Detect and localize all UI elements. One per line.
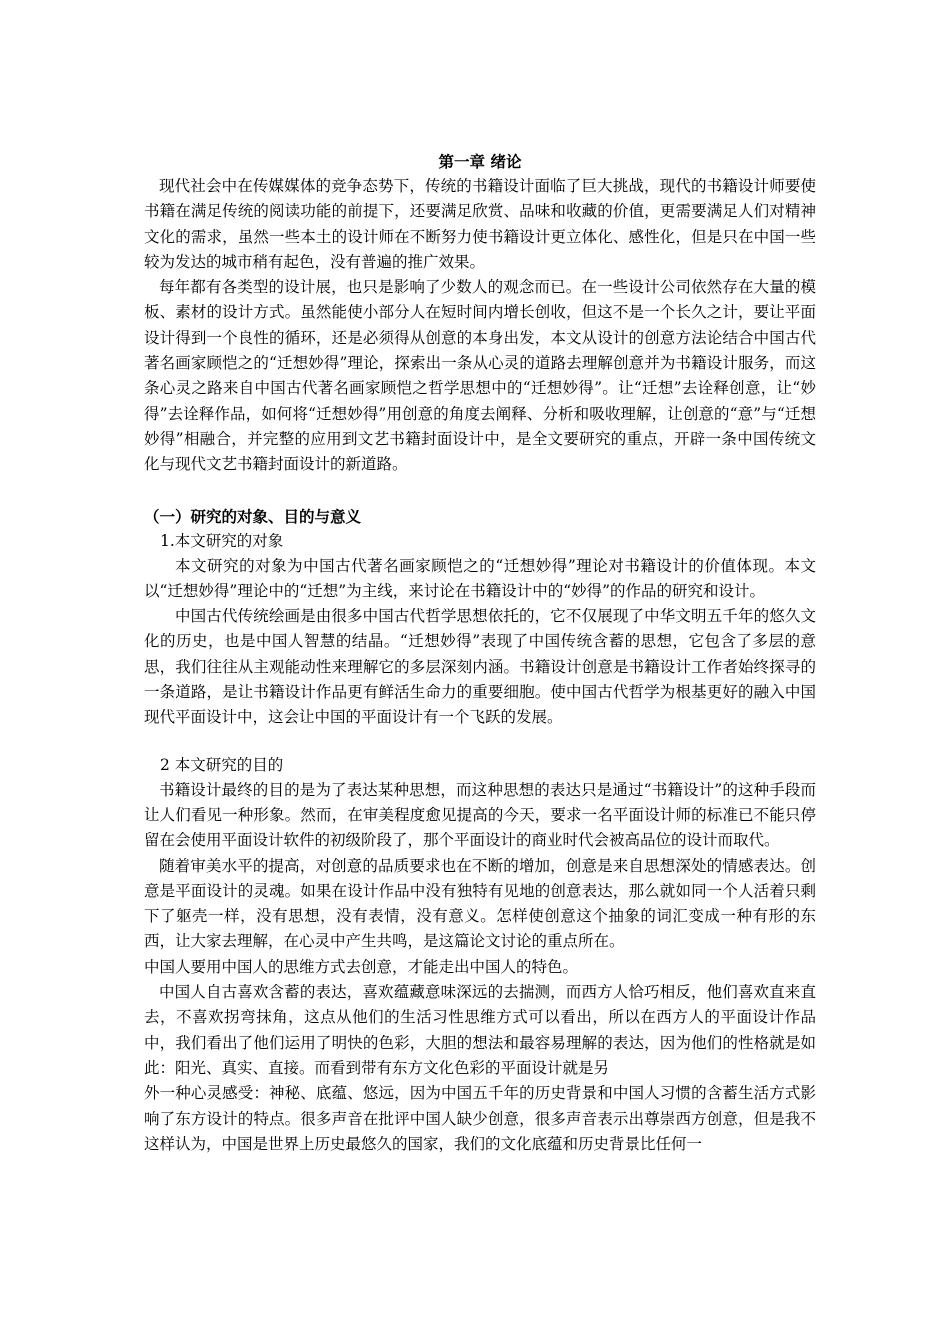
document-page: [144, 150, 816, 1157]
intro-paragraph-1: 现代社会中在传媒媒体的竞争态势下，传统的书籍设计面临了巨大挑战，现代的书籍设计师要使书籍在满足传统的阅读功能的前提下，还要满足欣赏、品味和收藏的价值，更需要满足人们对精神文化的需求，虽然一些本土的设计师在不断努力使书籍设计更立体化、感性化，但是只在中国一些较为发达的城市稍有起色，没有普遍的推广效果。: [144, 177, 816, 271]
section-heading: （一）研究的对象、目的与意义: [144, 506, 362, 526]
purpose-paragraph-3: 中国人要用中国人的思维方式去创意，才能走出中国人的特色。: [144, 957, 579, 976]
purpose-paragraph-5: 外一种心灵感受：神秘、底蕴、悠远，因为中国五千年的历史背景和中国人习惯的含蓄生活方式影响了东方设计的特点。很多声音在批评中国人缺少创意，很多声音表示出尊崇西方创意，但是我不这样认为，中国是世界上历史最悠久的国家，我们的文化底蕴和历史背景比任何一: [144, 1084, 816, 1153]
subsection-heading-purpose: 2 本文研究的目的: [160, 755, 284, 774]
object-paragraph-1: 本文研究的对象为中国古代著名画家顾恺之的“迁想妙得”理论对书籍设计的价值体现。本文以“迁想妙得”理论中的“迁想”为主线，来讨论在书籍设计中的“妙得”的作品的研究和设计。: [144, 556, 816, 600]
purpose-paragraph-4: 中国人自古喜欢含蓄的表达，喜欢蕴藏意味深远的去揣测，而西方人恰巧相反，他们喜欢直来直去，不喜欢拐弯抹角，这点从他们的生活习性思维方式可以看出，所以在西方人的平面设计作品中，我们看出了他们运用了明快的色彩，大胆的想法和最容易理解的表达，因为他们的性格就是如此：阳光、真实、直接。而看到带有东方文化色彩的平面设计就是另: [144, 983, 816, 1077]
paragraph-spacer: [144, 731, 816, 753]
chapter-title: 第一章 绪论: [438, 152, 522, 171]
purpose-paragraph-1: 书籍设计最终的目的是为了表达某种思想，而这种思想的表达只是通过“书籍设计”的这种手段而让人们看见一种形象。然而，在审美程度愈见提高的今天，要求一名平面设计师的标准已不能只停留在会使用平面设计软件的初级阶段了，那个平面设计的商业时代会被高品位的设计而取代。: [144, 780, 816, 850]
subsection-heading-object: 1.本文研究的对象: [160, 531, 284, 550]
intro-paragraph-2: 每年都有各类型的设计展，也只是影响了少数人的观念而已。在一些设计公司依然存在大量的模板、素材的设计方式。虽然能使小部分人在短时间内增长创收，但这不是一个长久之计，要让平面设计得到一个良性的循环，还是必须得从创意的本身出发，本文从设计的创意方法论结合中国古代著名画家顾恺之的“迁想妙得”理论，探索出一条从心灵的道路去理解创意并为书籍设计服务，而这条心灵之路来自中国古代著名画家顾恺之哲学思想中的“迁想妙得”。让“迁想”去诠释创意，让“妙得”去诠释作品，如何将“迁想妙得”用创意的角度去阐释、分析和吸收理解，让创意的“意”与“迁想妙得”相融合，并完整的应用到文艺书籍封面设计中，是全文要研究的重点，开辟一条中国传统文化与现代文艺书籍封面设计的新道路。: [144, 278, 816, 474]
purpose-paragraph-2: 随着审美水平的提高，对创意的品质要求也在不断的增加，创意是来自思想深处的情感表达。创意是平面设计的灵魂。如果在设计作品中没有独特有见地的创意表达，那么就如同一个人活着只剩下了躯壳一样，没有思想，没有表情，没有意义。怎样使创意这个抽象的词汇变成一种有形的东西，让大家去理解，在心灵中产生共鸣，是这篇论文讨论的重点所在。: [144, 856, 816, 951]
object-paragraph-2: 中国古代传统绘画是由很多中国古代哲学思想依托的，它不仅展现了中华文明五千年的悠久文化的历史，也是中国人智慧的结晶。“迁想妙得”表现了中国传统含蓄的思想，它包含了多层的意思，我们往往从主观能动性来理解它的多层深刻内涵。书籍设计创意是书籍设计工作者始终探寻的一条道路，是让书籍设计作品更有鲜活生命力的重要细胞。使中国古代哲学为根基更好的融入中国现代平面设计中，这会让中国的平面设计有一个飞跃的发展。: [144, 607, 816, 727]
